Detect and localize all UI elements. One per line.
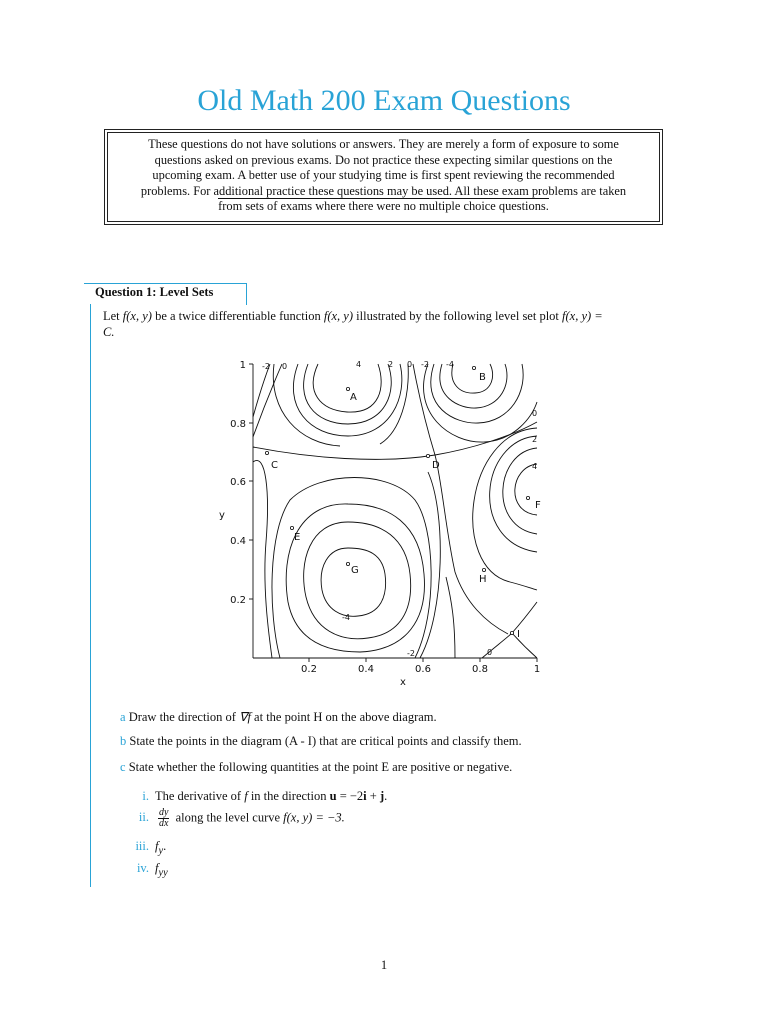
- level-set-plot: [210, 352, 560, 692]
- level-label: -2: [421, 360, 429, 369]
- notice-line-part: these questions may be used. All these exam problems are taken: [305, 183, 627, 198]
- y-axis-label: y: [219, 510, 225, 521]
- level-label: -4: [342, 613, 350, 622]
- part-c-iii-math: f: [155, 839, 159, 853]
- part-c-i-text: in the direction: [247, 789, 330, 803]
- notice-line: [110, 199, 657, 215]
- part-c-ii-text: along the level curve: [172, 810, 284, 825]
- part-b: [120, 734, 522, 749]
- dy-dx-fraction: [158, 808, 169, 829]
- part-c-i-text: .: [384, 789, 388, 803]
- point-label-I: I: [517, 629, 520, 640]
- page-title: Old Math 200 Exam Questions: [197, 84, 571, 117]
- notice-line-part: from sets of exams where there were no multiple choice questions.: [218, 199, 549, 213]
- y-tick-label: 0.2: [230, 595, 246, 606]
- part-c-iii: [123, 839, 166, 857]
- part-c-iv-math: f: [155, 861, 159, 875]
- part-c-i-vector: j: [379, 789, 385, 803]
- part-c-iii-label: iii.: [135, 839, 149, 853]
- notice-line: questions asked on previous exams. Do not practice these expecting similar questions on the: [154, 152, 613, 167]
- page-number: 1: [380, 958, 388, 972]
- intro-math: C.: [103, 325, 115, 339]
- intro-text: illustrated by the following level set plot: [353, 309, 563, 323]
- y-tick-label: 0.4: [230, 536, 246, 547]
- part-c: [120, 760, 512, 775]
- part-c-ii-label: ii.: [138, 810, 149, 825]
- part-c-label: c: [120, 760, 126, 774]
- question-rule: [90, 304, 91, 887]
- part-c-ii-math: f(x, y) = −3.: [283, 810, 345, 825]
- notice-line: These questions do not have solutions or answers. They are merely a form of exposure to some: [148, 137, 619, 151]
- point-label-A: A: [350, 392, 357, 403]
- part-c-i-vector: i: [363, 789, 367, 803]
- intro-text: be a twice differentiable function: [151, 309, 324, 323]
- level-label: 4: [532, 462, 538, 471]
- point-label-D: D: [432, 460, 440, 471]
- point-label-B: B: [479, 372, 486, 383]
- point-C-marker: [265, 451, 268, 454]
- point-I-marker: [510, 631, 513, 634]
- level-label: 0: [282, 362, 288, 371]
- point-label-F: F: [535, 500, 541, 511]
- part-c-iv-subscript: yy: [158, 867, 168, 879]
- fraction-numerator: dy: [159, 807, 169, 818]
- point-H-marker: [482, 568, 485, 571]
- part-a-text: Draw the direction of: [128, 710, 240, 724]
- notice-line: upcoming exam. A better use of your studying time is first spent reviewing the recommended: [152, 168, 615, 182]
- level-label: -2: [262, 362, 270, 371]
- part-c-iv: [123, 861, 168, 879]
- y-tick-label: 0.6: [230, 477, 246, 488]
- point-label-E: E: [294, 532, 301, 543]
- point-D-marker: [426, 454, 429, 457]
- x-axis-label: x: [400, 677, 406, 688]
- part-c-ii: [123, 808, 345, 829]
- point-G-marker: [346, 562, 349, 565]
- part-c-iii-subscript: y: [158, 845, 164, 857]
- level-label: 0: [487, 648, 493, 657]
- part-a-text: at the point H on the above diagram.: [250, 710, 437, 724]
- fraction-denominator: dx: [159, 818, 169, 829]
- intro-math: f(x, y): [323, 309, 354, 323]
- part-c-i-text: +: [366, 789, 380, 803]
- x-tick-label: 0.2: [301, 664, 317, 675]
- point-label-G: G: [351, 565, 359, 576]
- point-F-marker: [526, 496, 529, 499]
- x-tick-label: 1: [533, 664, 541, 675]
- notice-line-part: additional practice: [213, 183, 306, 198]
- part-c-i-math: f: [244, 789, 248, 803]
- notice-line-part: problems. For: [140, 183, 214, 198]
- part-c-i-text: The derivative of: [155, 789, 245, 803]
- level-label: -2: [407, 649, 415, 658]
- point-A-marker: [346, 387, 349, 390]
- part-c-iii-text: .: [163, 839, 167, 853]
- question-title: Question 1: Level Sets: [95, 285, 214, 299]
- notice-box: [104, 129, 663, 225]
- part-c-i-vector: u: [329, 789, 337, 803]
- level-label: 4: [356, 360, 362, 369]
- intro-math: f(x, y): [122, 309, 152, 323]
- intro-math: f(x, y) =: [562, 309, 603, 323]
- level-label: 2: [532, 435, 538, 444]
- notice-text: [107, 132, 660, 222]
- part-a-math: ∇f: [239, 710, 251, 724]
- part-c-i-label: i.: [142, 789, 149, 803]
- x-tick-label: 0.4: [358, 664, 374, 675]
- level-label: 0: [407, 360, 413, 369]
- part-a-label: a: [120, 710, 126, 724]
- notice-line: [110, 184, 657, 200]
- point-label-C: C: [271, 460, 278, 471]
- part-c-i: [123, 789, 387, 804]
- y-tick-label: 0.8: [230, 419, 246, 430]
- level-label: 2: [388, 360, 394, 369]
- x-tick-label: 0.6: [415, 664, 431, 675]
- part-c-i-text: = −2: [336, 789, 364, 803]
- question-intro: [103, 308, 663, 340]
- point-B-marker: [472, 366, 475, 369]
- level-label: 0: [532, 409, 538, 418]
- point-label-H: H: [479, 574, 487, 585]
- part-a: [120, 709, 437, 725]
- part-c-iv-label: iv.: [136, 861, 149, 875]
- point-E-marker: [290, 526, 293, 529]
- x-tick-label: 0.8: [472, 664, 488, 675]
- part-b-label: b: [120, 734, 127, 748]
- intro-text: Let: [103, 309, 123, 323]
- y-tick-label: 1: [239, 360, 246, 371]
- level-label: -4: [446, 360, 454, 369]
- part-c-text: State whether the following quantities at the point E are positive or negative.: [128, 760, 513, 774]
- part-b-text: State the points in the diagram (A - I) that are critical points and classify them.: [129, 734, 522, 748]
